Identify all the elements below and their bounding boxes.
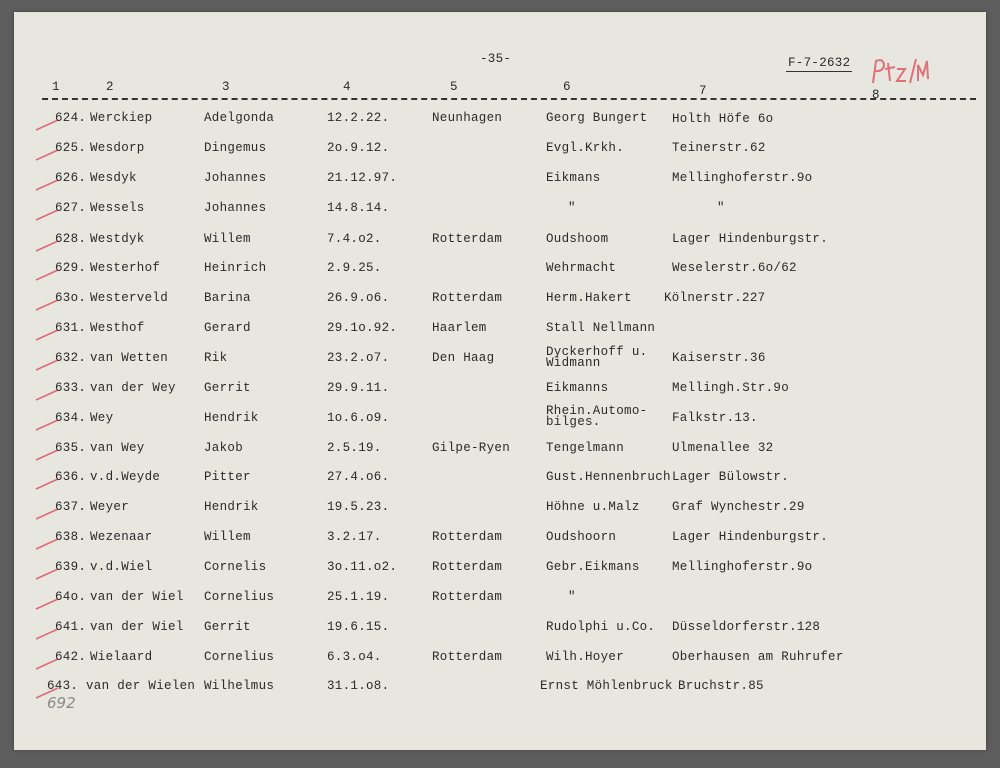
birth-date-cell: 7.4.o2. [327, 232, 382, 246]
table-row [0, 558, 1000, 578]
entry-number: 631. [55, 321, 87, 335]
col-header-5: 5 [450, 80, 458, 94]
address-cell: Kölnerstr.227 [664, 291, 766, 305]
employer-cell: Herm.Hakert [546, 291, 632, 305]
surname-cell: Wesdyk [90, 171, 137, 185]
address-cell: Falkstr.13. [672, 411, 758, 425]
table-row [0, 439, 1000, 459]
table-row [0, 528, 1000, 548]
col-header-2: 2 [106, 80, 114, 94]
entry-number: 626. [55, 171, 87, 185]
first-name-cell: Johannes [204, 201, 267, 215]
table-row [0, 379, 1000, 399]
first-name-cell: Cornelis [204, 560, 267, 574]
surname-cell: Wey [90, 411, 114, 425]
table-row [0, 648, 1000, 668]
employer-cell: Eikmanns [546, 381, 609, 395]
surname-cell: Wielaard [90, 650, 153, 664]
entry-number: 643. [47, 679, 79, 693]
birthplace-cell: Rotterdam [432, 590, 503, 604]
birth-date-cell: 29.1o.92. [327, 321, 398, 335]
surname-cell: Wesdorp [90, 141, 145, 155]
surname-cell: van der Wey [90, 381, 176, 395]
address-cell: Graf Wynchestr.29 [672, 500, 805, 514]
employer-cell: Gebr.Eikmans [546, 560, 640, 574]
first-name-cell: Hendrik [204, 500, 259, 514]
address-cell: Mellinghoferstr.9o [672, 171, 813, 185]
pencil-note: 692 [47, 694, 76, 712]
address-cell: Lager Hindenburgstr. [672, 530, 829, 544]
entry-number: 636. [55, 470, 87, 484]
reference-underline [786, 71, 852, 72]
surname-cell: Westerveld [90, 291, 169, 305]
table-row [0, 109, 1000, 129]
address-cell: Teinerstr.62 [672, 141, 766, 155]
birth-date-cell: 29.9.11. [327, 381, 390, 395]
entry-number: 638. [55, 530, 87, 544]
employer-cell: Gust.Hennenbruch [546, 470, 671, 484]
table-row [0, 588, 1000, 608]
address-cell: Kaiserstr.36 [672, 351, 766, 365]
address-cell: Weselerstr.6o/62 [672, 261, 797, 275]
surname-cell: Wessels [90, 201, 145, 215]
employer-cell: Tengelmann [546, 441, 625, 455]
table-row [0, 289, 1000, 309]
birth-date-cell: 2.5.19. [327, 441, 382, 455]
surname-cell: v.d.Weyde [90, 470, 161, 484]
col-header-3: 3 [222, 80, 230, 94]
birth-date-cell: 19.5.23. [327, 500, 390, 514]
surname-cell: Wezenaar [90, 530, 153, 544]
reference-number: F-7-2632 [788, 56, 851, 70]
birthplace-cell: Rotterdam [432, 650, 503, 664]
entry-number: 629. [55, 261, 87, 275]
surname-cell: van der Wiel [90, 620, 184, 634]
employer-cell: Oudshoom [546, 232, 609, 246]
birthplace-cell: Haarlem [432, 321, 487, 335]
first-name-cell: Hendrik [204, 411, 259, 425]
table-row [0, 404, 1000, 429]
address-cell: Mellinghoferstr.9o [672, 560, 813, 574]
surname-cell: van Wetten [90, 351, 169, 365]
entry-number: 634. [55, 411, 87, 425]
surname-cell: Werckiep [90, 111, 153, 125]
birthplace-cell: Neunhagen [432, 111, 503, 125]
birthplace-cell: Den Haag [432, 351, 495, 365]
header-rule [42, 98, 976, 100]
col-header-6: 6 [563, 80, 571, 94]
first-name-cell: Cornelius [204, 590, 275, 604]
birthplace-cell: Rotterdam [432, 530, 503, 544]
birth-date-cell: 25.1.19. [327, 590, 390, 604]
table-row [0, 139, 1000, 159]
employer-cell: Eikmans [546, 171, 601, 185]
birthplace-cell: Rotterdam [432, 232, 503, 246]
table-row [0, 468, 1000, 488]
surname-cell: Westdyk [90, 232, 145, 246]
first-name-cell: Heinrich [204, 261, 267, 275]
employer-cell: Höhne u.Malz [546, 500, 640, 514]
address-cell: Lager Hindenburgstr. [672, 232, 829, 246]
birth-date-cell: 23.2.o7. [327, 351, 390, 365]
address-cell: Oberhausen am Ruhrufer [672, 650, 844, 664]
birth-date-cell: 19.6.15. [327, 620, 390, 634]
birth-date-cell: 12.2.22. [327, 111, 390, 125]
surname-cell: Westhof [90, 321, 145, 335]
entry-number: 625. [55, 141, 87, 155]
table-row [0, 345, 1000, 370]
employer-cell: Wilh.Hoyer [546, 650, 625, 664]
birthplace-cell: Rotterdam [432, 560, 503, 574]
table-row [0, 199, 1000, 219]
birth-date-cell: 3.2.17. [327, 530, 382, 544]
address-cell: Ulmenallee 32 [672, 441, 774, 455]
entry-number: 641. [55, 620, 87, 634]
birth-date-cell: 2.9.25. [327, 261, 382, 275]
first-name-cell: Dingemus [204, 141, 267, 155]
birth-date-cell: 3o.11.o2. [327, 560, 398, 574]
col-header-4: 4 [343, 80, 351, 94]
surname-cell: van der Wiel [90, 590, 184, 604]
table-row [0, 169, 1000, 189]
first-name-cell: Johannes [204, 171, 267, 185]
table-row [0, 319, 1000, 339]
birth-date-cell: 1o.6.o9. [327, 411, 390, 425]
first-name-cell: Rik [204, 351, 228, 365]
first-name-cell: Willem [204, 530, 251, 544]
address-cell: Bruchstr.85 [678, 679, 764, 693]
entry-number: 632. [55, 351, 87, 365]
birth-date-cell: 26.9.o6. [327, 291, 390, 305]
entry-number: 63o. [55, 291, 87, 305]
birthplace-cell: Gilpe-Ryen [432, 441, 511, 455]
employer-cell: Ernst Möhlenbruck [540, 679, 673, 693]
entry-number: 633. [55, 381, 87, 395]
col-header-7: 7 [699, 84, 707, 98]
table-row [0, 677, 1000, 697]
birth-date-cell: 6.3.o4. [327, 650, 382, 664]
first-name-cell: Wilhelmus [204, 679, 275, 693]
employer-cell: " [568, 590, 576, 604]
employer-cell: Wehrmacht [546, 261, 617, 275]
birth-date-cell: 21.12.97. [327, 171, 398, 185]
address-cell: Holth Höfe 6o [672, 112, 774, 126]
address-cell: " [717, 201, 725, 215]
first-name-cell: Pitter [204, 470, 251, 484]
first-name-cell: Adelgonda [204, 111, 275, 125]
table-row [0, 259, 1000, 279]
table-row [0, 498, 1000, 518]
entry-number: 642. [55, 650, 87, 664]
first-name-cell: Cornelius [204, 650, 275, 664]
birth-date-cell: 27.4.o6. [327, 470, 390, 484]
page-number: -35- [480, 52, 512, 66]
employer-cell: " [568, 201, 576, 215]
col-header-8: 8 [872, 88, 880, 102]
table-row [0, 618, 1000, 638]
first-name-cell: Jakob [204, 441, 244, 455]
entry-number: 627. [55, 201, 87, 215]
birth-date-cell: 31.1.o8. [327, 679, 390, 693]
employer-cell: Dyckerhoff u. Widmann [546, 345, 648, 370]
entry-number: 637. [55, 500, 87, 514]
employer-cell: Rudolphi u.Co. [546, 620, 656, 634]
table-row [0, 230, 1000, 250]
first-name-cell: Gerrit [204, 381, 251, 395]
birthplace-cell: Rotterdam [432, 291, 503, 305]
entry-number: 624. [55, 111, 87, 125]
employer-cell: Oudshoorn [546, 530, 617, 544]
first-name-cell: Gerrit [204, 620, 251, 634]
employer-cell: Rhein.Automo-bilges. [546, 404, 648, 429]
first-name-cell: Willem [204, 232, 251, 246]
employer-cell: Stall Nellmann [546, 321, 656, 335]
address-cell: Mellingh.Str.9o [672, 381, 790, 395]
address-cell: Lager Bülowstr. [672, 470, 790, 484]
entry-number: 628. [55, 232, 87, 246]
surname-cell: van der Wielen [86, 679, 196, 693]
entry-number: 639. [55, 560, 87, 574]
address-cell: Düsseldorferstr.128 [672, 620, 821, 634]
employer-cell: Georg Bungert [546, 111, 648, 125]
birth-date-cell: 2o.9.12. [327, 141, 390, 155]
surname-cell: van Wey [90, 441, 145, 455]
col-header-1: 1 [52, 80, 60, 94]
entry-number: 635. [55, 441, 87, 455]
first-name-cell: Gerard [204, 321, 251, 335]
entry-number: 64o. [55, 590, 87, 604]
employer-cell: Evgl.Krkh. [546, 141, 625, 155]
surname-cell: Weyer [90, 500, 130, 514]
birth-date-cell: 14.8.14. [327, 201, 390, 215]
first-name-cell: Barina [204, 291, 251, 305]
surname-cell: Westerhof [90, 261, 161, 275]
surname-cell: v.d.Wiel [90, 560, 153, 574]
